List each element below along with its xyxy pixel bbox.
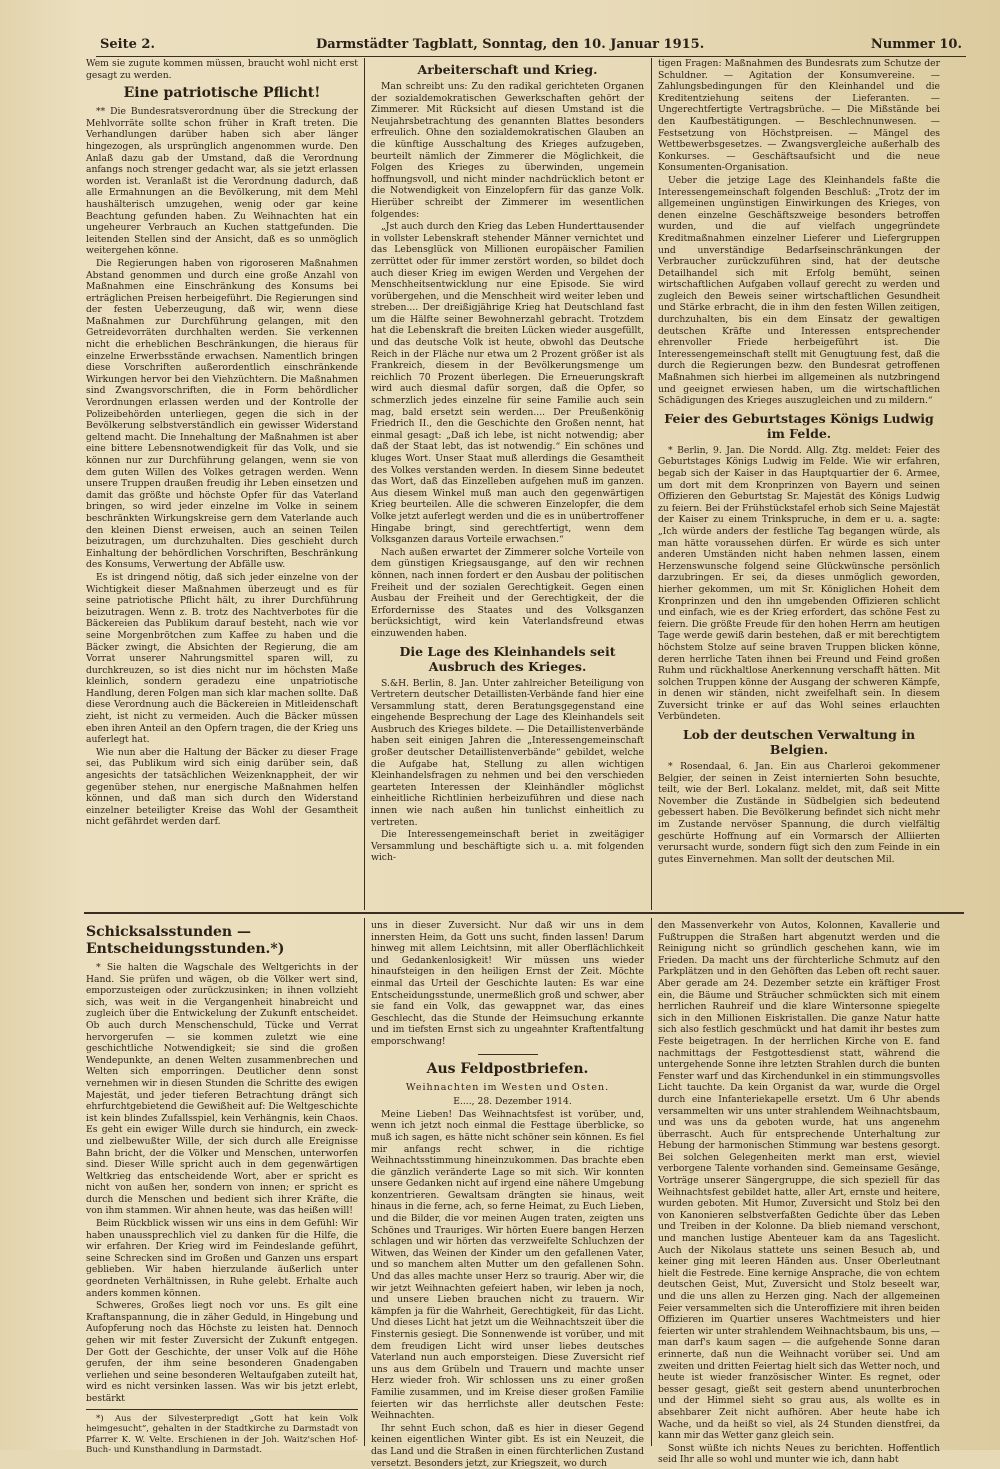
article-paragraph: „Jst auch durch den Krieg das Leben Hunderttausender in vollster Lebenskraft stehender Männer vernichtet und das Lebensglück von Millionen europäischer Familien zerrüttet oder für immer zerstört worden, so bildet doch auch dieser Krieg im ewigen Werden und Vergehen der Menschheitsentwicklung nur eine Episode. Sie wird vorübergehen, und die Menschheit wird weiter leben und streben.... Der dreißigjährige Krieg hat Deutschland fast um die Hälfte seiner Bewohnerzahl gebracht. Trotzdem hat die Lebenskraft die breiten Lücken wieder ausgefüllt, und das deutsche Volk ist heute, obwohl das Deutsche Reich in der Fläche nur etwa um 2 Prozent größer ist als Frankreich, diesem in der Bevölkerungsmenge um reichlich 70 Prozent überlegen. Die Erneuerungskraft wird auch diesmal dafür sorgen, daß die Opfer, so schmerzlich jedes einzelne für seine Familie auch sein mag, bald ersetzt sein werden.... Der Preußenkönig Friedrich II., den die Geschichte den Großen nennt, hat einmal gesagt: „Daß ich lebe, ist nicht notwendig; aber daß der Staat lebt, das ist notwendig.“ Ein schönes und kluges Wort. Unser Staat muß allerdings die Gesamtheit des Volkes verstanden werden. In diesem Sinne bedeutet das Wort, daß das Einzelleben aufgehen muß im ganzen. Aus diesem Winkel muß man auch den gegenwärtigen Krieg beurteilen. Alle die schweren Einzelopfer, die dem Volke jetzt auferlegt werden und die es in unübertroffener Hingabe bringt, sind gerechtfertigt, wenn dem Volksganzen daraus Vorteile erwachsen.“ [371,221,644,546]
article-paragraph: * Rosendaal, 6. Jan. Ein aus Charleroi gekommener Belgier, der seinen in Zeist internierten Sohn besuchte, teilt, wie der Berl. Lokalanz. meldet, mit, daß seit Mitte November die Zustände in Südbelgien sich bedeutend gebessert haben. Die Bevölkerung befindet sich nicht mehr im Zustande nervöser Spannung, die durch vielfältig geschürte Hoffnung auf ein Vormarsch der Alliierten verursacht wurde, sondern fügt sich den zum Feinde in ein gutes Einvernehmen. Man sollt der deutschen Mil. [658,761,940,865]
column-2 [371,58,644,910]
masthead-line: Darmstädter Tagblatt, Sonntag, den 10. Januar 1915. [316,37,705,52]
article-paragraph: Ueber die jetzige Lage des Kleinhandels faßte die Interessengemeinschaft folgenden Beschluß: „Trotz der im allgemeinen ungünstigen Einwirkungen des Krieges, von denen einzelne Geschäftszweige besonders betroffen wurden, und die auf vielfach ungegründete Kreditmaßnahmen einzelner Lieferer und Liefergruppen und unverständige Bedarfseinschränkungen der Verbraucher zurückzuführen sind, hat der deutsche Detailhandel sich mit Erfolg bemüht, seinen wirtschaftlichen Aufgaben vollauf gerecht zu werden und zugleich den Beweis seiner wirtschaftlichen Gesundheit und Stärke erbracht, die in ihm den festen Willen zeitigen, durchzuhalten, bis ein dem Einsatz der gewaltigen deutschen Kräfte und Interessen entsprechender ehrenvoller Friede herbeigeführt ist. Die Interessengemeinschaft stellt mit Genugtuung fest, daß die durch die Regierungen bezw. den Bundesrat getroffenen Maßnahmen sich hierbei im allgemeinen als nutzbringend und geeignet erwiesen haben, um die wirtschaftlichen Schädigungen des Krieges auszugleichen und zu mildern.“ [658,174,940,407]
article-paragraph: Wie nun aber die Haltung der Bäcker zu dieser Frage sei, das Publikum wird sich einig darüber sein, daß angesichts der tatsächlichen Weizenknappheit, der wir gegenüber stehen, nur energische Maßnahmen helfen können, und daß man sich durch den Widerstand einzelner beteiligter Kreise das Wohl der Gesamtheit nicht gefährdet werden darf. [86,746,358,828]
article-paragraph: S.&H. Berlin, 8. Jan. Unter zahlreicher Beteiligung von Vertretern deutscher Detaillisten-Verbände fand hier eine Versammlung statt, deren Beratungsgegenstand eine eingehende Besprechung der Lage des Kleinhandels seit Ausbruch des Krieges bildete. — Die Detaillistenverbände haben seit einigen Jahren die „Interessengemeinschaft großer deutscher Detaillistenverbände“ gebildet, welche die Aufgabe hat, Stellung zu allen wichtigen Kleinhandelsfragen zu nehmen und bei den verschieden gearteten Interessen der Kleinhändler möglichst einheitliche Richtlinien herbeizuführen und diese nach innen wie nach außen hin tunlichst einheitlich zu vertreten. [371,677,644,828]
lower-column-3 [658,920,940,1466]
page-label: Seite 2. [100,37,155,52]
article-paragraph: Sonst wüßte ich nichts Neues zu berichten. Hoffentlich seid Ihr alle so wohl und munter wie ich, dann habt [658,1442,940,1466]
article-paragraph: Beim Rückblick wissen wir uns eins in dem Gefühl: Wir haben unaussprechlich viel zu danken für die Hilfe, die wir erfahren. Der Krieg wird im Feindeslande geführt, seine Schrecken sind im Großen und Ganzen uns erspart geblieben. Wir haben hierzulande äußerlich unter geordneten Verhältnissen, in Ruhe gelebt. Erhalte auch anders kommen können. [86,1218,358,1299]
article-heading: Lob der deutschen Verwaltung in Belgien. [682,727,916,758]
article-paragraph: uns in dieser Zuversicht. Nur daß wir uns in dem innersten Heim, da Gott uns sucht, finden lassen! Darum hinweg mit allem Leichtsinn, mit aller Oberflächlichkeit und Gedankenlosigkeit! Wir müssen uns wieder hinaufsteigen in den heiligen Ernst der Zeit. Möchte einmal das Urteil der Geschichte lauten: Es war eine Entscheidungsstunde, unermeßlich groß und schwer, aber sie fand ein Volk, das gewappnet war, das eines Geschlecht, das die Stunde der Heimsuchung erkannte und im tiefsten Ernst sich zu ungeahnter Kraftentfaltung emporschwang! [371,920,644,1047]
article-paragraph: Man schreibt uns: Zu den radikal gerichteten Organen der sozialdemokratischen Gewerkschaften gehört der Zimmerer. Mit Rücksicht auf diesen Umstand ist die Neujahrsbetrachtung des genannten Blattes besonders erfreulich. Ohne den sozialdemokratischen Glauben an die künftige Ausschaltung des Krieges aufzugeben, beurteilt nämlich der Zimmerer die Möglichkeit, die Folgen des Krieges zu überwinden, ungemein hoffnungsvoll, und nicht minder nachdrücklich betont er die Notwendigkeit von Einzelopfern für das ganze Volk. Hierüber schreibt der Zimmerer im wesentlichen folgendes: [371,81,644,220]
article-paragraph: Ihr sehnt Euch schon, daß es hier in dieser Gegend keinen eigentlichen Winter gibt. Es ist ein Neuzeit, die das Land und die Straßen in einen fürchterlichen Zustand versetzt. Besonders jetzt, zur Kriegszeit, wo durch [371,1422,644,1469]
column-3 [658,58,940,910]
running-header [96,34,966,57]
article-paragraph: * Sie halten die Wagschale des Weltgerichts in der Hand. Sie prüfen und wägen, ob die Völker wert sind, emporzusteigen oder zurückzusinken; in ihnen vollzieht sich, was weit in die Vergangenheit hinabreicht und zugleich über die Entwickelung der Zukunft entscheidet. Ob auch durch Menschenschuld, Tücke und Verrat hervorgerufen — sie kommen zuletzt wie eine geschichtliche Notwendigkeit; sie sind die großen Wendepunkte, an denen Welten zusammenbrechen und Welten sich emporringen. Deutlicher denn sonst vernehmen wir in diesen Stunden die Schritte des ewigen Majestät, und jeder tieferen Betrachtung drängt sich ehrfurchtgebietend die Gewißheit auf: Die Weltgeschichte ist kein blindes Zufallsspiel, kein Verhängnis, kein Chaos. Es geht ein ewiger Wille durch sie hindurch, ein zweck- und zielbewußter Wille, der sich durch alle Ereignisse Bahn bricht, der die Völker und Menschen, unterworfen sind. Dieser Wille spricht auch in dem gegenwärtigen Weltkrieg das entscheidende Wort, aber er spricht es nicht von außen her, sondern von innen; er spricht es durch die Menschen und bedient sich ihrer Kräfte, die von ihm stammen. Wir ahnen heute, was das heißen will! [86,962,358,1217]
article-heading: Feier des Geburtstages Königs Ludwig im Felde. [664,410,934,441]
article-paragraph: ** Die Bundesratsverordnung über die Streckung der Mehlvorräte sollte schon früher in Kraft treten. Die Verhandlungen darüber haben sich aber länger hingezogen, als ursprünglich angenommen wurde. Den Anlaß dazu gab der Umstand, daß die Verordnung anfangs noch strenger gedacht war, als sie jetzt erlassen worden ist. Veranlaßt ist die Verordnung dadurch, daß alle Ermahnungen an die Bevölkerung, mit dem Mehl haushälterisch umzugehen, wenig oder gar keine Beachtung gefunden haben. Zu Weihnachten hat ein ungeheurer Verbrauch an Kuchen stattgefunden. Die leitenden Stellen sind der Ansicht, daß es so unmöglich weitergehen könne. [86,106,358,257]
lower-column-1 [86,920,358,1456]
section-rule [84,912,964,914]
article-paragraph: tigen Fragen: Maßnahmen des Bundesrats zum Schutze der Schuldner. — Agitation der Konsumvereine. — Zahlungsbedingungen für den Kleinhandel und die Kreditentziehung seitens der Lieferanten. — Ungerechtfertigte Vertragsbrüche. — Die Mißstände bei den Kaufbestätigungen. — Beschlechnunwesen. — Festsetzung von Höchstpreisen. — Mängel des Wettbewerbsgesetzes. — Zwangsvergleiche außerhalb des Konkurses. — Geschäftsaufsicht und die neue Konsumenten-Organisation. [658,58,940,174]
issue-number: Nummer 10. [870,37,962,52]
article-subheading: Weihnachten im Westen und Osten. [405,1081,610,1093]
lower-column-2 [371,920,644,1469]
footnote: *) Aus der Silvesterpredigt „Gott hat kein Volk heimgesucht“, gehalten in der Stadtkirche zu Darmstadt von Pfarrer K. W. Velte. Erschienen in der Joh. Waitz'schen Hof-Buch- und Kunsthandlung in Darmstadt. [86,1413,358,1456]
article-paragraph: den Massenverkehr von Autos, Kolonnen, Kavallerie und Fußtruppen die Straßen hart abgenutzt werden und die Reinigung nicht so gründlich geschehen kann, wie im Frieden. Da macht uns der fürchterliche Schmutz auf den Parkplätzen und in den Gehöften das Leben oft recht sauer. Aber gerade am 24. Dezember setzte ein kräftiger Frost ein, die Bäume und Sträucher schmückten sich mit einem herrlichen Rauhreif und die klare Wintersonne spiegelte sich in den Millionen Eiskristallen. Die ganze Natur hatte sich also festlich geschmückt und hat damit ihr bestes zum Feste beigetragen. In der herrlichen Kirche von E. fand nachmittags der Festgottesdienst statt, während die untergehende Sonne ihre letzten Strahlen durch die bunten Fenster warf und das Kirchendunkel in ein stimmungsvolles Licht tauchte. Da kein Organist da war, wurde die Orgel durch eine Infanteriekapelle ersetzt. Um 6 Uhr abends versammelten wir uns unter strahlendem Weihnachtsbaum, und was uns da geboten wurde, hat uns angenehm überrascht. Auch für entsprechende Unterhaltung zur Hebung der harmonischen Stimmung war bestens gesorgt. Bei solchen Gelegenheiten merkt man erst, wieviel verborgene Talente vorhanden sind. Gemeinsame Gesänge, Vorträge unserer Sängergruppe, die sich speziell für das Weihnachtsfest gebildet hatte, aller Art, ernste und heitere, wurden geboten. Mit Humor, Zuversicht und Stolz bei den von Kanonieren selbstverfaßten Gedichte über das Leben und Treiben in der Kolonne. Da blieb niemand verschont, und manchen lustige Abenteuer kam da ans Tageslicht. Auch der Nikolaus stattete uns seinen Besuch ab, und keiner ging mit leeren Händen aus. Unser Oberleutnant hielt die Festrede. Eine kernige Ansprache, die von echtem deutschen Geist, Mut, Zuversicht und Stolz beseelt war, und die uns allen zu Herzen ging. Nach der allgemeinen Feier versammelten sich die Unteroffiziere mit ihren beiden Offizieren im Quartier unseres Wachtmeisters und hier feierten wir unter strahlendem Weihnachtsbaum, bis uns, — man darf's kaum sagen — die aufgehende Sonne daran erinnerte, daß nun die Weihnacht vorüber sei. Und am zweiten und dritten Feiertag hielt sich das Wetter noch, und heute ist wieder französischer Winter. Es regnet, oder besser gesagt, gießt seit gestern abend ununterbrochen und der Himmel sieht so grau aus, als wollte es in absehbarer Zeit nicht aufhören. Aber heute habe ich Wache, und da heißt so viel, als 24 Stunden dienstfrei, da kann mir das Wetter ganz gleich sein. [658,920,940,1442]
column-intro: Wem sie zugute kommen müssen, braucht wohl nicht erst gesagt zu werden. [86,58,358,81]
article-paragraph: Schweres, Großes liegt noch vor uns. Es gilt eine Kraftanspannung, die in zäher Geduld, in Hingebung und Aufopferung noch das Höchste zu leisten hat. Dennoch gehen wir mit fester Zuversicht der Zukunft entgegen. Der Gott der Geschichte, der unser Volk auf die Höhe gerufen, der ihm seine besonderen Gnadengaben verliehen und seine besonderen Weltaufgaben zuteilt hat, wird es nicht versinken lassen. Was wir bis jetzt erlebt, bestärkt [86,1300,358,1404]
article-heading: Arbeiterschaft und Krieg. [417,62,598,77]
article-heading: Die Lage des Kleinhandels seit Ausbruch des Krieges. [399,643,616,674]
dateline: E...., 28. Dezember 1914. [453,1096,572,1108]
column-1 [86,58,358,910]
article-paragraph: Die Interessengemeinschaft beriet in zweitägiger Versammlung und beschäftigte sich u. a. mit folgenden wich- [371,829,644,864]
article-paragraph: Meine Lieben! Das Weihnachtsfest ist vorüber, und, wenn ich jetzt noch einmal die Festtage überblicke, so muß ich sagen, es hätte nicht schöner sein können. Es fiel mir anfangs recht schwer, in die richtige Weihnachtsstimmung hineinzukommen. Das brachte eben die gänzlich veränderte Lage so mit sich. Wir konnten unsere Gedanken nicht auf irgend eine nähere Umgebung konzentrieren. Gewaltsam drängten sie hinaus, weit hinaus in die ferne, ach, so ferne Heimat, zu Euch Lieben, und die Bilder, die vor meinen Augen traten, zeigten uns Schönes und Trauriges. Wir hörten Euere bangen Herzen schlagen und wir hörten das verzweifelte Schluchzen der Witwen, das Weinen der Kinder um den gefallenen Vater, und so manchem alten Mutter um den gefallenen Sohn. Und das alles machte unser Herz so traurig. Aber wir, die wir jetzt Weihnachten gefeiert haben, wir leben ja noch, und unsere Lieben brauchen nicht zu trauern. Wir kämpfen ja für die Wahrheit, Gerechtigkeit, für das Licht. Und dieses Licht hat jetzt um die Weihnachtszeit über die Finsternis gesiegt. Die Sonnenwende ist vorüber, und mit dem freudigen Licht wird unser liebes deutsches Vaterland nun auch emporsteigen. Diese Zuversicht rief uns aus dem Grübeln und Trauern und machte unser Herz wieder froh. Wir schlossen uns zu einer großen Familie zusammen, und im Kreise dieser großen Familie feierten wir das herrlichste aller deutschen Feste: Weihnachten. [371,1108,644,1422]
column-rule [364,58,365,910]
article-paragraph: Es ist dringend nötig, daß sich jeder einzelne von der Wichtigkeit dieser Maßnahmen überzeugt und es für seine patriotische Pflicht hält, zu ihrer Durchführung beizutragen. Wenn z. B. trotz des Nachtverbotes für die Bäckereien das Publikum darauf besteht, nach wie vor seine Morgenbrötchen zum Kaffee zu haben und die Bäcker zwingt, die Absichten der Regierung, die am Vorrat unserer Nahrungsmittel sparen will, zu durchkreuzen, so ist dies nicht nur im höchsten Maße kleinlich, sondern geradezu eine unpatriotische Handlung, deren Folgen man sich klar machen sollte. Daß diese Verordnung auch die Bäckereien in Mitleidenschaft zieht, ist nicht zu vermeiden. Auch die Bäcker müssen eben ihren Anteil an den Opfern tragen, die der Krieg uns auferlegt hat. [86,571,358,746]
footnote-rule [86,1409,358,1410]
article-paragraph: Nach außen erwartet der Zimmerer solche Vorteile von dem günstigen Kriegsausgange, auf den wir rechnen können, nach innen fordert er den Ausbau der politischen Freiheit und der sozialen Gerechtigkeit. Gegen einen Ausbau der Freiheit und der Gerechtigkeit, der die Erfordernisse des Staates und des Volksganzen berücksichtigt, wird kein Vaterlandsfreund etwas einzuwenden haben. [371,546,644,639]
article-heading: Eine patriotische Pflicht! [123,85,321,102]
article-heading: Schicksalsstunden — Entscheidungsstunden.*) [86,924,285,957]
column-rule [364,918,365,1446]
section-divider [478,1054,538,1055]
article-heading: Aus Feldpostbriefen. [426,1060,589,1077]
column-rule [651,58,652,910]
column-rule [651,918,652,1446]
article-paragraph: * Berlin, 9. Jan. Die Nordd. Allg. Ztg. meldet: Feier des Geburtstages Königs Ludwig im Felde. Wie wir erfahren, begab sich der Kaiser in das Hauptquartier der 6. Armee, um dort mit dem Kronprinzen von Bayern und seinen Offizieren den Geburtstag Sr. Majestät des Königs Ludwig zu feiern. Bei der Frühstückstafel erhob sich Seine Majestät der Kaiser zu einem Trinkspruche, in dem er u. a. sagte: „Ich würde anders der festliche Tag begangen würde, als man hätte voraussehen dürfen. Er würde es sich unter anderen Umständen nicht haben nehmen lassen, einem Herzenswunsche folgend seine Glückwünsche persönlich darzubringen. Er sei, da dieses unmöglich geworden, hierher gekommen, um mit Sr. Königlichen Hoheit dem Kronprinzen und den ihn umgebenden Offizieren schlicht und einfach, wie es der Krieg erfordert, das schöne Fest zu feiern. Die größte Freude für den hohen Herrn am heutigen Tage werde gewiß darin bestehen, daß er mit berechtigtem höchstem Stolze auf seine braven Truppen blicken könne, deren herrliche Taten ihnen bei Freund und Feind großen Ruhm und rückhaltlose Anerkennung verschafft hätten. Mit solchen Truppen könne der Ausgang der schweren Kämpfe, in denen wir ständen, nicht zweifelhaft sein. In diesem Zuversicht trinke er auf das Wohl seines erlauchten Verbündeten. [658,444,940,723]
article-paragraph: Die Regierungen haben von rigoroseren Maßnahmen Abstand genommen und durch eine große Anzahl von Maßnahmen eine Einschränkung des Konsums bei erträglichen Preisen herbeigeführt. Die Regierungen sind der festen Ueberzeugung, daß wir, wenn diese Maßnahmen zur Durchführung gelangen, mit den Getreidevorräten durchhalten werden. Sie verkennen nicht die erheblichen Beschränkungen, die hieraus für einzelne Erwerbsstände erwachsen. Namentlich bringen diese Vorschriften außerordentlich einschränkende Wirkungen hervor bei den Viehzüchtern. Die Maßnahmen sind Zwangsvorschriften, die in Form behördlicher Verordnungen erlassen werden und der Kontrolle der Polizeibehörden unterliegen, gegen die sich in der Bevölkerung selbstverständlich ein gewisser Widerstand geltend macht. Die Innehaltung der Maßnahmen ist aber eine bittere Lebensnotwendigkeit für das Volk, und sie können nur zur Durchführung gelangen, wenn sie von dem guten Willen des Volkes getragen werden. Wenn unsere Truppen draußen freudig ihr Leben einsetzen und damit das größte und höchste Opfer für das Vaterland bringen, so wird jeder einzelne im Volke in seinem beschränkten Wirkungskreise gern dem Vaterlande auch den kleinen Dienst erweisen, auch an seinen Teilen beizutragen, um durchzuhalten. Dies geschieht durch Einhaltung der behördlichen Vorschriften, Beschränkung des Konsums, Verwertung der Abfälle usw. [86,257,358,571]
